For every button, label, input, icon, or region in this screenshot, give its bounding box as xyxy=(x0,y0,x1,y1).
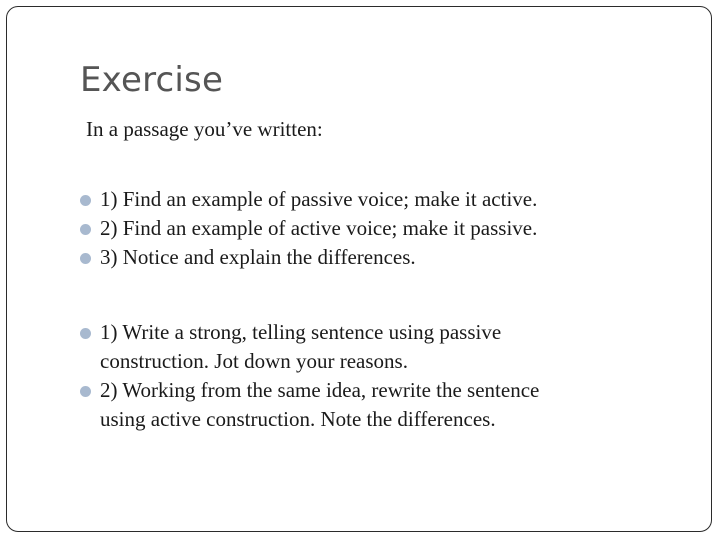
circle-bullet-icon xyxy=(80,195,91,206)
exercise-list-part-two xyxy=(78,318,539,434)
list-item-line-2: using active construction. Note the differences. xyxy=(100,407,496,431)
circle-bullet-icon xyxy=(80,224,91,235)
list-item-text: 2) Find an example of active voice; make it passive. xyxy=(100,216,538,240)
slide-title: Exercise xyxy=(80,60,224,100)
list-item-line-1: 2) Working from the same idea, rewrite the sentence xyxy=(100,378,540,402)
list-item xyxy=(78,185,537,214)
list-item xyxy=(78,243,537,272)
list-item xyxy=(78,214,537,243)
circle-bullet-icon xyxy=(80,386,91,397)
exercise-list-part-one xyxy=(78,185,537,272)
intro-text: In a passage you’ve written: xyxy=(86,117,323,141)
list-item-line-1: 1) Write a strong, telling sentence using passive xyxy=(100,320,502,344)
list-item xyxy=(78,376,539,434)
circle-bullet-icon xyxy=(80,328,91,339)
list-item xyxy=(78,318,539,376)
circle-bullet-icon xyxy=(80,253,91,264)
list-item-text: 1) Find an example of passive voice; make it active. xyxy=(100,187,538,211)
list-item-line-2: construction. Jot down your reasons. xyxy=(100,349,408,373)
list-item-text: 3) Notice and explain the differences. xyxy=(100,245,416,269)
